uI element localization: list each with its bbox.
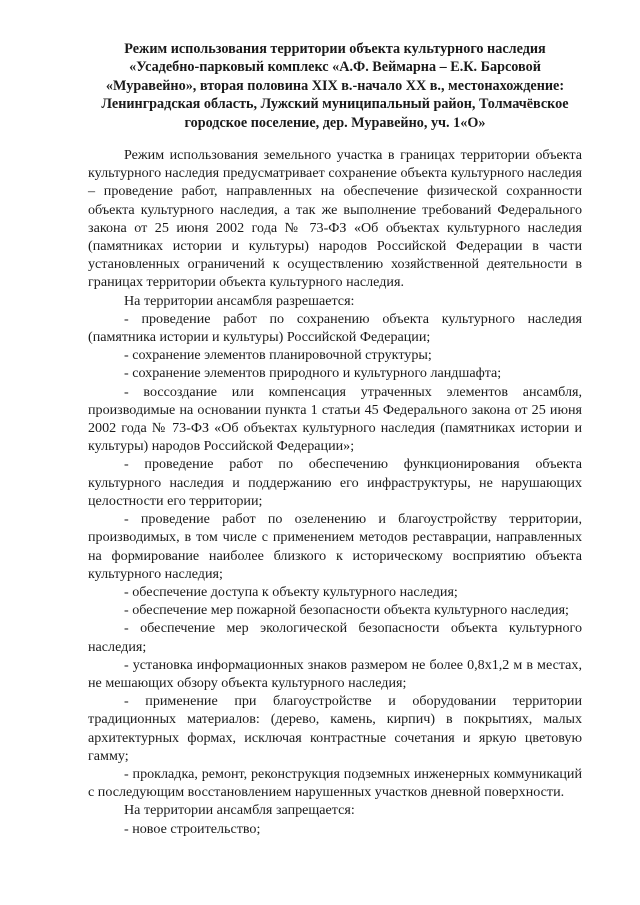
title-line: Режим использования территории объекта культурного наследия <box>124 41 546 57</box>
title-line: «Муравейно», вторая половина XIX в.-начало XX в., местонахождение: <box>105 77 565 94</box>
list-item: - сохранение элементов природного и культурного ландшафта; <box>124 365 502 382</box>
list-item: - прокладка, ремонт, реконструкция подземных инженерных коммуникаций с последующим восстановлением нарушенных участков дневной поверхности. <box>88 765 582 801</box>
forbidden-heading: На территории ансамбля запрещается: <box>124 802 355 819</box>
document-title <box>88 40 582 132</box>
list-item: - проведение работ по сохранению объекта культурного наследия (памятника истории и культуры) Российской Федерации; <box>88 310 582 346</box>
list-item: - обеспечение доступа к объекту культурного наследия; <box>124 583 458 600</box>
title-line: «Усадебно-парковый комплекс «А.Ф. Веймарна – Е.К. Барсовой <box>129 59 541 76</box>
allowed-heading: На территории ансамбля разрешается: <box>124 292 355 309</box>
title-line: Ленинградская область, Лужский муниципальный район, Толмачёвское <box>101 96 569 113</box>
list-item: - обеспечение мер пожарной безопасности объекта культурного наследия; <box>124 602 569 619</box>
list-item: - воссоздание или компенсация утраченных элементов ансамбля, производимые на основании пункта 1 статьи 45 Федерального закона от 25 июня 2002 года № 73-ФЗ «Об объектах культурного наследия (памятниках истории и культуры) народов Российской Федерации»; <box>88 383 582 455</box>
list-item: - применение при благоустройстве и оборудовании территории традиционных материалов: (дерево, камень, кирпич) в покрытиях, малых архитектурных формах, исключая контрастные сочетания и яркую цветовую гамму; <box>88 693 582 764</box>
list-item: - обеспечение мер экологической безопасности объекта культурного наследия; <box>88 620 582 655</box>
list-item: - сохранение элементов планировочной структуры; <box>124 347 432 364</box>
title-line: городское поселение, дер. Муравейно, уч. 1«О» <box>184 114 486 131</box>
list-item: - проведение работ по обеспечению функционирования объекта культурного наследия и поддержанию его инфраструктуры, не нарушающих целостности его территории; <box>88 456 582 509</box>
list-item: - новое строительство; <box>124 820 261 837</box>
document-body <box>88 146 582 838</box>
intro-paragraph: Режим использования земельного участка в границах территории объекта культурного наследия предусматривает сохранение объекта культурного наследия – проведение работ, направленных на обеспечение физической сохранности объекта культурного наследия, а так же выполнение требований Федерального закона от 25 июня 2002 года № 73-ФЗ «Об объектах культурного наследия (памятниках истории и культуры) народов Российской Федерации в части установленных ограничений к осуществлению хозяйственной деятельности в границах территории объекта культурного наследия. <box>88 147 582 291</box>
list-item: - проведение работ по озеленению и благоустройству территории, производимых, в том числе с применением методов реставрации, направленных на формирование наиболее близкого к историческому восприятию объекта культурного наследия; <box>88 511 582 582</box>
list-item: - установка информационных знаков размером не более 0,8х1,2 м в местах, не мешающих обзору объекта культурного наследия; <box>88 656 582 691</box>
